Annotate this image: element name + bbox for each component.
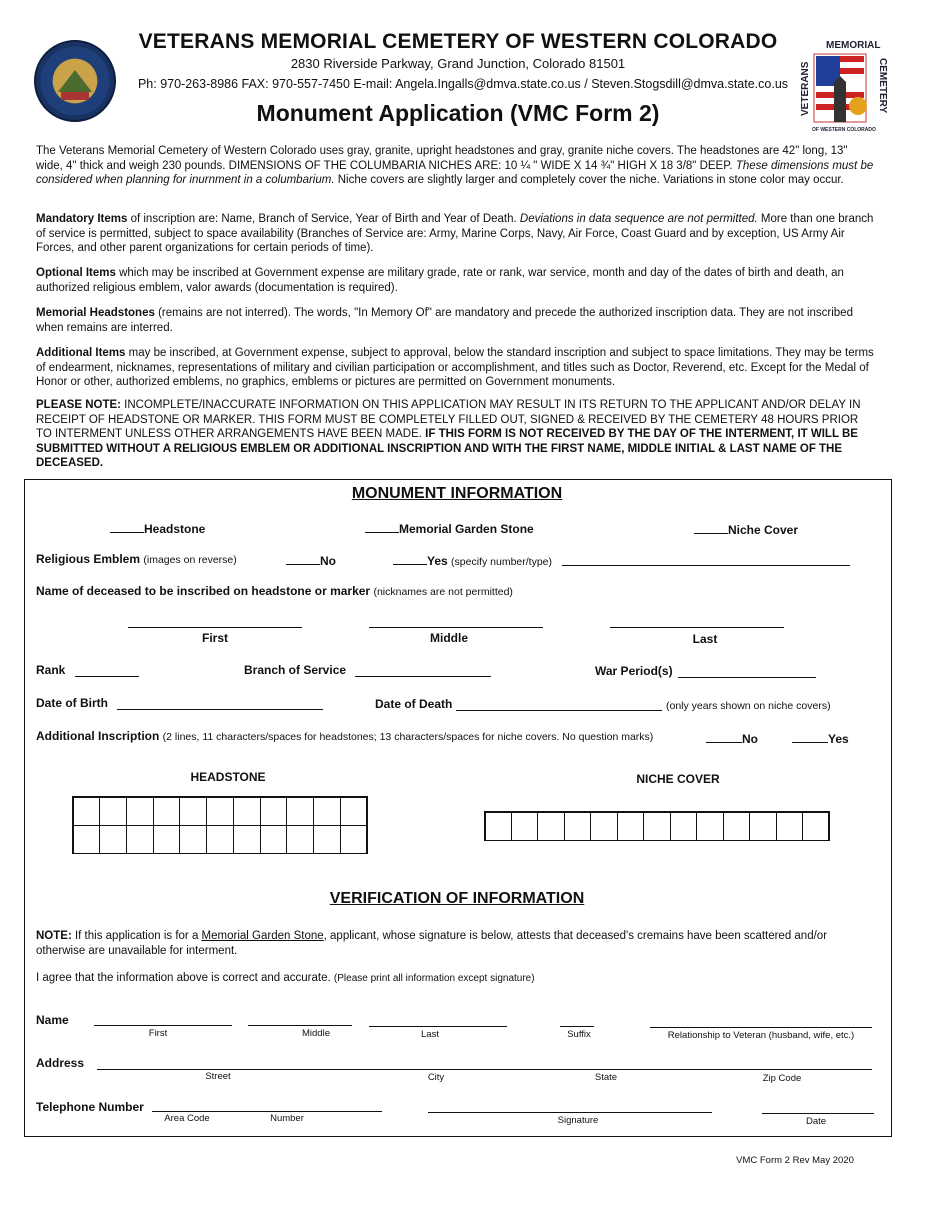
signature-caption: Signature (557, 1115, 599, 1126)
intro-paragraph-1: The Veterans Memorial Cemetery of Western Colorado uses gray, granite, upright headstones and gray, granite niche covers. The headstones are 42" long, 13" wide, 4" thick and weigh 230 pounds. DIMENSIONS OF THE COLUMBARIA NICHES ARE: 10 ¼ " WIDE X 14 ¾" HIGH X 18 3/8" DEEP. These dimensions must be considered when planning for inurnment in a columbarium. Niche covers are slightly larger and completely cover the niche. Variations in stone color may occur. (36, 145, 874, 187)
memorial-logo (800, 36, 890, 132)
niche-inscription-grid[interactable] (484, 811, 830, 841)
dod-note: (only years shown on niche covers) (666, 700, 831, 712)
war-period-label: War Period(s) (595, 664, 673, 678)
memorial-garden-stone-option[interactable]: Memorial Garden Stone (365, 520, 534, 536)
branch-field[interactable] (355, 676, 491, 677)
street-caption: Street (205, 1071, 231, 1082)
applicant-suffix-caption: Suffix (567, 1029, 591, 1040)
date-field[interactable] (762, 1113, 874, 1114)
religious-emblem-yes-option[interactable]: Yes (specify number/type) (393, 552, 552, 568)
rank-label: Rank (36, 663, 66, 677)
form-revision: VMC Form 2 Rev May 2020 (736, 1155, 854, 1166)
war-period-field[interactable] (678, 677, 816, 678)
svg-text:VETERANS: VETERANS (800, 61, 811, 116)
deceased-first-name-field[interactable] (128, 627, 302, 628)
applicant-middle-caption: Middle (302, 1028, 330, 1039)
applicant-relationship-caption: Relationship to Veteran (husband, wife, etc.) (667, 1030, 855, 1041)
headstone-grid-label: HEADSTONE (190, 770, 266, 784)
applicant-last-name-field[interactable] (369, 1026, 507, 1027)
additional-no-option[interactable]: No (706, 730, 758, 746)
middle-caption: Middle (430, 631, 468, 645)
intro-paragraph-additional: Additional Items may be inscribed, at Government expense, subject to approval, below the standard inscription and subject to space limitations. They may be terms of endearment, nicknames, representations of military and civilian participation or accomplishment, and titles such as Doctor, Reverend, etc. Except for the Medal of Honor or other, authorized emblems, no graphics, emblems or pictures are permitted on Government monuments. (36, 347, 874, 389)
dod-label: Date of Death (375, 697, 453, 711)
niche-grid-label: NICHE COVER (636, 772, 720, 786)
headstone-inscription-grid[interactable] (72, 796, 368, 854)
form-title: Monument Application (VMC Form 2) (256, 100, 660, 126)
number-caption: Number (270, 1113, 304, 1124)
applicant-address-label: Address (36, 1056, 85, 1070)
dob-label: Date of Birth (36, 696, 108, 710)
svg-text:OF WESTERN COLORADO: OF WESTERN COLORADO (812, 127, 876, 132)
deceased-name-label: Name of deceased to be inscribed on headstone or marker (nicknames are not permitted) (36, 584, 513, 598)
monument-info-heading: MONUMENT INFORMATION (351, 485, 563, 502)
branch-label: Branch of Service (244, 663, 347, 677)
headstone-option[interactable]: Headstone (110, 520, 205, 536)
religious-emblem-type-field[interactable] (562, 565, 850, 566)
applicant-last-caption: Last (421, 1029, 439, 1040)
state-caption: State (594, 1072, 618, 1083)
niche-cover-option[interactable]: Niche Cover (694, 521, 798, 537)
date-caption: Date (805, 1116, 827, 1127)
deceased-middle-name-field[interactable] (369, 627, 543, 628)
applicant-middle-name-field[interactable] (248, 1025, 352, 1026)
org-address: 2830 Riverside Parkway, Grand Junction, Colorado 81501 (290, 56, 626, 71)
org-name: VETERANS MEMORIAL CEMETERY OF WESTERN COLORADO (138, 30, 778, 53)
additional-yes-option[interactable]: Yes (792, 730, 849, 746)
intro-paragraph-please-note: PLEASE NOTE: INCOMPLETE/INACCURATE INFORMATION ON THIS APPLICATION MAY RESULT IN ITS RETURN TO THE APPLICANT AND/OR DELAY IN RECEIPT OF HEADSTONE OR MARKER. THIS FORM MUST BE COMPLETELY FILLED OUT, SIGNED & RECEIVED BY THE CEMETERY 48 HOURS PRIOR TO INTERMENT UNLESS OTHER ARRANGEMENTS HAVE BEEN MADE. IF THIS FORM IS NOT RECEIVED BY THE DAY OF THE INTERMENT, IT WILL BE SUBMITTED WITHOUT A RELIGIOUS EMBLEM OR ADDITIONAL INSCRIPTION AND WITH THE FIRST NAME, MIDDLE INITIAL & LAST NAME OF THE DECEASED. (36, 399, 861, 470)
verification-heading: VERIFICATION OF INFORMATION (329, 890, 585, 907)
applicant-suffix-field[interactable] (560, 1026, 594, 1027)
religious-emblem-label: Religious Emblem (images on reverse) (36, 552, 237, 566)
religious-emblem-no-option[interactable]: No (286, 552, 336, 568)
applicant-name-label: Name (36, 1013, 69, 1027)
additional-inscription-label: Additional Inscription (2 lines, 11 characters/spaces for headstones; 13 characters/spaces for niche covers. No question marks) (36, 729, 654, 743)
deceased-last-name-field[interactable] (610, 627, 784, 628)
dod-field[interactable] (456, 710, 662, 711)
applicant-address-field[interactable] (97, 1069, 872, 1070)
rank-field[interactable] (75, 676, 139, 677)
intro-paragraph-mandatory: Mandatory Items of inscription are: Name, Branch of Service, Year of Birth and Year of Death. Deviations in data sequence are not permitted. More than one branch of service is permitted, subject to space availability (Branches of Service are: Army, Marine Corps, Navy, Air Force, Coast Guard and by exception, US Army Air Forces, and other parent organizations for certain periods of time). (36, 213, 874, 255)
last-caption: Last (692, 632, 718, 646)
first-caption: First (201, 631, 228, 645)
intro-paragraph-memorial: Memorial Headstones (remains are not interred). The words, "In Memory Of" are mandatory and precede the authorized inscription data. They are not inscribed when remains are interred. (36, 307, 853, 334)
applicant-relationship-field[interactable] (650, 1027, 872, 1028)
svg-text:CEMETERY: CEMETERY (877, 58, 888, 114)
applicant-first-name-field[interactable] (94, 1025, 232, 1026)
svg-text:MEMORIAL: MEMORIAL (826, 40, 881, 51)
signature-field[interactable] (428, 1112, 712, 1113)
verification-note: NOTE: If this application is for a Memorial Garden Stone, applicant, whose signature is below, attests that deceased's cremains have been scattered and/or otherwise are unavailable for interment. (36, 930, 828, 957)
city-caption: City (427, 1072, 445, 1083)
zip-caption: Zip Code (762, 1073, 802, 1084)
dob-field[interactable] (117, 709, 323, 710)
intro-paragraph-optional: Optional Items which may be inscribed at Government expense are military grade, rate or rank, war service, month and day of the dates of birth and death, an authorized religious emblem, valor awards (documentation is required). (36, 267, 844, 294)
applicant-first-caption: First (148, 1028, 168, 1039)
telephone-label: Telephone Number (36, 1100, 144, 1114)
org-contact: Ph: 970-263-8986 FAX: 970-557-7450 E-mail: Angela.Ingalls@dmva.state.co.us / Steven.Stogsdill@dmva.state.co.us (137, 77, 789, 91)
cemetery-seal-icon (34, 40, 116, 122)
telephone-field[interactable] (152, 1111, 382, 1112)
verification-agree: I agree that the information above is correct and accurate. (Please print all information except signature) (36, 972, 535, 984)
area-code-caption: Area Code (164, 1113, 210, 1124)
